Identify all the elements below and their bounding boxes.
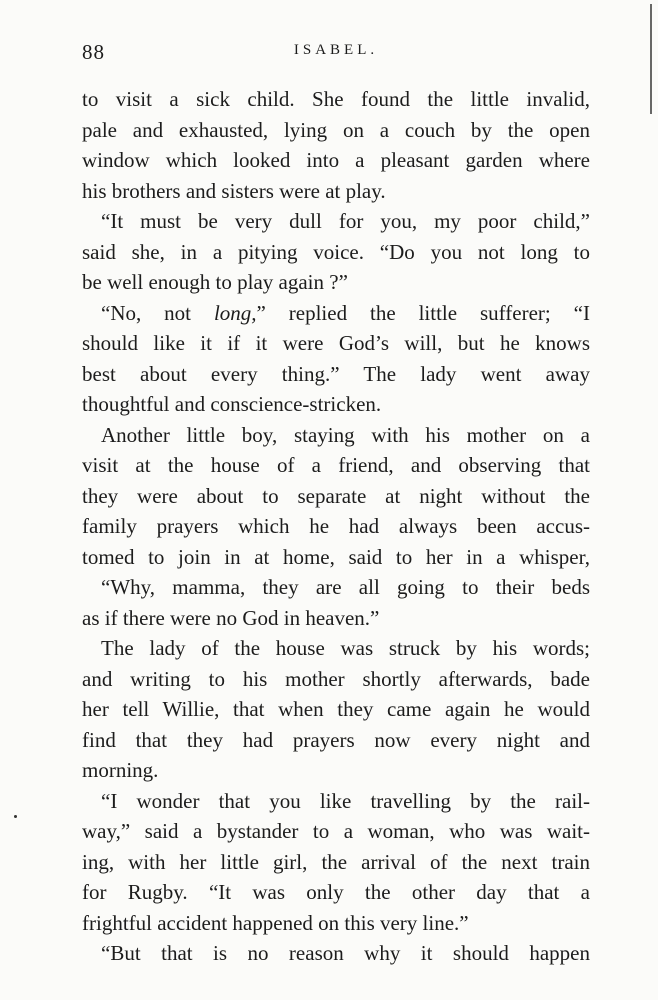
text-line: be well enough to play again ?” <box>82 270 348 294</box>
text-line: should like it if it were God’s will, but he knows <box>82 331 590 355</box>
text-line: way,” said a bystander to a woman, who was wait- <box>82 819 590 843</box>
text-line: as if there were no God in heaven.” <box>82 605 380 630</box>
text-line: pale and exhausted, lying on a couch by the open <box>82 117 590 142</box>
text-line: “No, not long,” replied the little sufferer; “I <box>101 300 590 325</box>
text-line: “It must be very dull for you, my poor child,” <box>101 209 590 233</box>
text-line: visit at the house of a friend, and observing that <box>82 453 590 477</box>
text-line: “I wonder that you like travelling by the rail- <box>101 788 590 813</box>
running-head: ISABEL. <box>293 42 379 58</box>
text-line: morning. <box>82 758 159 782</box>
text-line: best about every thing.” The lady went away <box>82 361 590 386</box>
page-edge-mark <box>650 4 652 114</box>
text-line: they were about to separate at night without the <box>82 483 590 508</box>
text-line: her tell Willie, that when they came again he would <box>82 697 590 721</box>
page-number: 88 <box>82 40 105 64</box>
text-line: frightful accident happened on this very line.” <box>82 910 469 935</box>
text-line: thoughtful and conscience-stricken. <box>82 392 382 416</box>
text-line: tomed to join in at home, said to her in a whisper, <box>82 544 590 569</box>
body-text <box>82 84 590 969</box>
page-header <box>82 40 590 74</box>
text-line: window which looked into a pleasant garden where <box>82 148 590 172</box>
text-line: “But that is no reason why it should happen <box>101 941 590 965</box>
ink-speck <box>14 815 17 818</box>
text-line: said she, in a pitying voice. “Do you not long to <box>82 239 590 264</box>
emphasis: long, <box>213 300 257 325</box>
text-line: ing, with her little girl, the arrival of the next train <box>82 849 590 874</box>
text-line: “Why, mamma, they are all going to their beds <box>101 575 590 599</box>
text-line: family prayers which he had always been accus- <box>82 514 590 538</box>
text-line: to visit a sick child. She found the little invalid, <box>82 87 590 111</box>
text-line: Another little boy, staying with his mother on a <box>101 422 590 447</box>
text-line: The lady of the house was struck by his words; <box>101 636 590 660</box>
text-line: find that they had prayers now every night and <box>82 727 590 752</box>
text-line: for Rugby. “It was only the other day that a <box>82 880 590 904</box>
text-line: his brothers and sisters were at play. <box>82 178 386 203</box>
text-line: and writing to his mother shortly afterwards, bade <box>82 666 590 691</box>
